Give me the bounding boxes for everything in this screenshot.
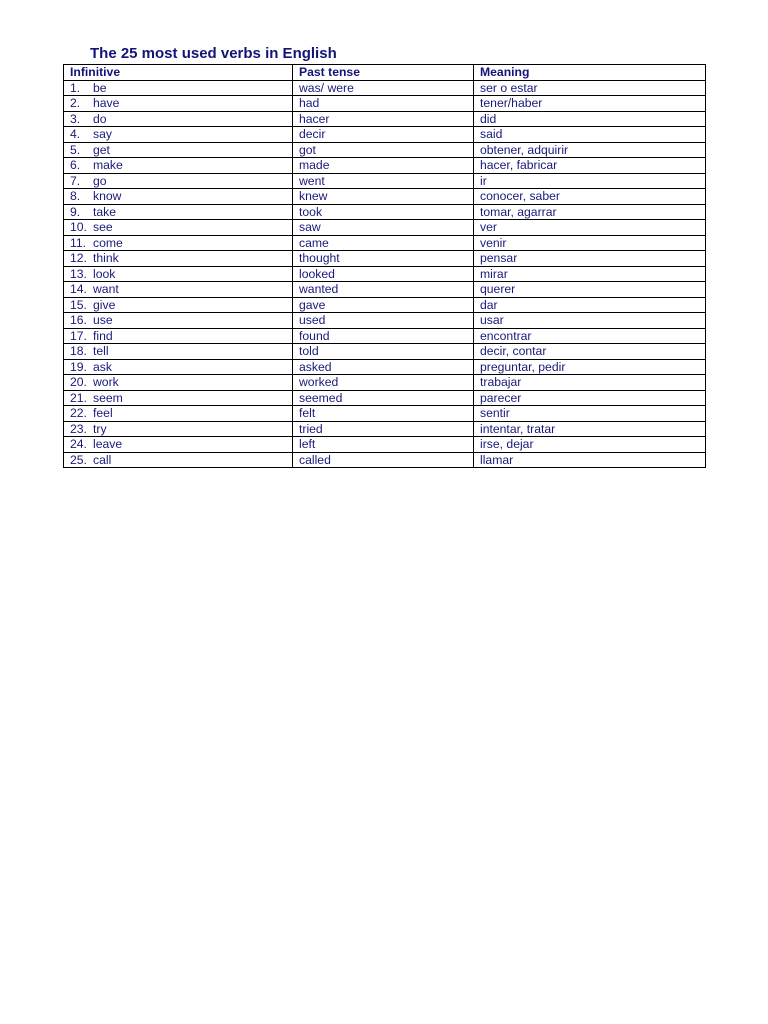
past-tense-cell: got bbox=[293, 142, 474, 158]
row-number: 21. bbox=[70, 390, 87, 405]
row-number: 16. bbox=[70, 313, 87, 327]
past-tense-cell: seemed bbox=[293, 390, 474, 406]
row-number: 3. bbox=[70, 111, 81, 126]
past-tense-cell: found bbox=[293, 328, 474, 344]
header-infinitive: Infinitive bbox=[64, 65, 293, 81]
past-tense-cell: felt bbox=[293, 406, 474, 422]
table-row bbox=[64, 80, 706, 96]
table-row bbox=[64, 251, 706, 267]
row-number: 7. bbox=[70, 173, 81, 188]
row-number: 19. bbox=[70, 359, 87, 374]
meaning-cell: dar bbox=[474, 297, 706, 313]
table-header-row bbox=[64, 65, 706, 81]
table-row bbox=[64, 375, 706, 391]
past-tense-cell: made bbox=[293, 158, 474, 174]
meaning-cell: tener/haber bbox=[474, 96, 706, 112]
infinitive-text: leave bbox=[93, 437, 123, 451]
verbs-table bbox=[63, 64, 706, 468]
meaning-cell: mirar bbox=[474, 266, 706, 282]
infinitive-cell bbox=[64, 189, 293, 205]
row-number: 6. bbox=[70, 158, 81, 172]
table-row bbox=[64, 158, 706, 174]
infinitive-text: feel bbox=[93, 406, 113, 420]
infinitive-text: make bbox=[93, 158, 123, 172]
meaning-cell: obtener, adquirir bbox=[474, 142, 706, 158]
infinitive-cell bbox=[64, 173, 293, 189]
infinitive-cell bbox=[64, 96, 293, 112]
row-number: 23. bbox=[70, 421, 87, 436]
infinitive-text: use bbox=[93, 313, 113, 327]
infinitive-cell bbox=[64, 266, 293, 282]
infinitive-cell bbox=[64, 375, 293, 391]
past-tense-cell: decir bbox=[293, 127, 474, 143]
infinitive-cell bbox=[64, 390, 293, 406]
infinitive-text: get bbox=[93, 142, 110, 157]
meaning-cell: intentar, tratar bbox=[474, 421, 706, 437]
table-row bbox=[64, 142, 706, 158]
infinitive-cell bbox=[64, 80, 293, 96]
infinitive-text: try bbox=[93, 421, 107, 436]
table-row bbox=[64, 266, 706, 282]
meaning-cell: querer bbox=[474, 282, 706, 298]
row-number: 20. bbox=[70, 375, 87, 389]
header-past-tense: Past tense bbox=[293, 65, 474, 81]
row-number: 17. bbox=[70, 328, 87, 343]
infinitive-cell bbox=[64, 359, 293, 375]
table-row bbox=[64, 189, 706, 205]
meaning-cell: pensar bbox=[474, 251, 706, 267]
infinitive-cell bbox=[64, 282, 293, 298]
infinitive-cell bbox=[64, 421, 293, 437]
page-title: The 25 most used verbs in English bbox=[90, 45, 337, 62]
table-row bbox=[64, 328, 706, 344]
past-tense-cell: tried bbox=[293, 421, 474, 437]
header-meaning: Meaning bbox=[474, 65, 706, 81]
table-body bbox=[64, 80, 706, 468]
infinitive-cell bbox=[64, 437, 293, 453]
meaning-cell: encontrar bbox=[474, 328, 706, 344]
infinitive-cell bbox=[64, 297, 293, 313]
row-number: 15. bbox=[70, 297, 87, 312]
past-tense-cell: hacer bbox=[293, 111, 474, 127]
infinitive-text: go bbox=[93, 173, 107, 188]
infinitive-cell bbox=[64, 406, 293, 422]
row-number: 22. bbox=[70, 406, 87, 420]
table-row bbox=[64, 390, 706, 406]
infinitive-cell bbox=[64, 344, 293, 360]
row-number: 24. bbox=[70, 437, 87, 451]
row-number: 5. bbox=[70, 142, 81, 157]
row-number: 2. bbox=[70, 96, 81, 110]
past-tense-cell: called bbox=[293, 452, 474, 468]
past-tense-cell: used bbox=[293, 313, 474, 329]
past-tense-cell: wanted bbox=[293, 282, 474, 298]
table-row bbox=[64, 220, 706, 236]
infinitive-text: have bbox=[93, 96, 120, 110]
infinitive-cell bbox=[64, 452, 293, 468]
table-row bbox=[64, 173, 706, 189]
meaning-cell: llamar bbox=[474, 452, 706, 468]
row-number: 1. bbox=[70, 80, 81, 95]
meaning-cell: hacer, fabricar bbox=[474, 158, 706, 174]
table-row bbox=[64, 344, 706, 360]
meaning-cell: trabajar bbox=[474, 375, 706, 391]
infinitive-text: come bbox=[93, 235, 123, 250]
row-number: 12. bbox=[70, 251, 87, 265]
meaning-cell: irse, dejar bbox=[474, 437, 706, 453]
infinitive-cell bbox=[64, 235, 293, 251]
past-tense-cell: was/ were bbox=[293, 80, 474, 96]
past-tense-cell: told bbox=[293, 344, 474, 360]
meaning-cell: ser o estar bbox=[474, 80, 706, 96]
row-number: 13. bbox=[70, 266, 87, 281]
infinitive-text: work bbox=[93, 375, 119, 389]
infinitive-cell bbox=[64, 142, 293, 158]
past-tense-cell: gave bbox=[293, 297, 474, 313]
meaning-cell: did bbox=[474, 111, 706, 127]
meaning-cell: decir, contar bbox=[474, 344, 706, 360]
infinitive-cell bbox=[64, 204, 293, 220]
infinitive-text: see bbox=[93, 220, 113, 234]
infinitive-text: look bbox=[93, 266, 116, 281]
table-row bbox=[64, 96, 706, 112]
infinitive-cell bbox=[64, 158, 293, 174]
infinitive-cell bbox=[64, 313, 293, 329]
infinitive-text: be bbox=[93, 80, 107, 95]
infinitive-text: know bbox=[93, 189, 122, 203]
past-tense-cell: went bbox=[293, 173, 474, 189]
table-row bbox=[64, 127, 706, 143]
past-tense-cell: took bbox=[293, 204, 474, 220]
past-tense-cell: worked bbox=[293, 375, 474, 391]
table-row bbox=[64, 297, 706, 313]
row-number: 11. bbox=[70, 235, 87, 250]
infinitive-text: call bbox=[93, 452, 112, 467]
past-tense-cell: thought bbox=[293, 251, 474, 267]
row-number: 25. bbox=[70, 452, 87, 467]
infinitive-text: say bbox=[93, 127, 112, 141]
infinitive-cell bbox=[64, 328, 293, 344]
row-number: 8. bbox=[70, 189, 81, 203]
meaning-cell: venir bbox=[474, 235, 706, 251]
past-tense-cell: came bbox=[293, 235, 474, 251]
meaning-cell: ir bbox=[474, 173, 706, 189]
infinitive-text: do bbox=[93, 111, 107, 126]
table-row bbox=[64, 235, 706, 251]
table-row bbox=[64, 421, 706, 437]
infinitive-text: seem bbox=[93, 390, 123, 405]
infinitive-cell bbox=[64, 251, 293, 267]
infinitive-text: take bbox=[93, 204, 117, 219]
table-row bbox=[64, 406, 706, 422]
infinitive-text: want bbox=[93, 282, 119, 296]
table-row bbox=[64, 437, 706, 453]
table-row bbox=[64, 204, 706, 220]
meaning-cell: conocer, saber bbox=[474, 189, 706, 205]
meaning-cell: said bbox=[474, 127, 706, 143]
past-tense-cell: knew bbox=[293, 189, 474, 205]
meaning-cell: tomar, agarrar bbox=[474, 204, 706, 220]
infinitive-cell bbox=[64, 220, 293, 236]
meaning-cell: ver bbox=[474, 220, 706, 236]
row-number: 10. bbox=[70, 220, 87, 234]
infinitive-cell bbox=[64, 111, 293, 127]
meaning-cell: parecer bbox=[474, 390, 706, 406]
table-row bbox=[64, 452, 706, 468]
meaning-cell: sentir bbox=[474, 406, 706, 422]
meaning-cell: usar bbox=[474, 313, 706, 329]
past-tense-cell: saw bbox=[293, 220, 474, 236]
meaning-cell: preguntar, pedir bbox=[474, 359, 706, 375]
row-number: 4. bbox=[70, 127, 81, 141]
infinitive-text: think bbox=[93, 251, 119, 265]
row-number: 18. bbox=[70, 344, 87, 358]
table-row bbox=[64, 282, 706, 298]
table-row bbox=[64, 111, 706, 127]
past-tense-cell: asked bbox=[293, 359, 474, 375]
infinitive-text: ask bbox=[93, 359, 112, 374]
infinitive-cell bbox=[64, 127, 293, 143]
past-tense-cell: left bbox=[293, 437, 474, 453]
infinitive-text: give bbox=[93, 297, 116, 312]
row-number: 14. bbox=[70, 282, 87, 296]
row-number: 9. bbox=[70, 204, 81, 219]
infinitive-text: tell bbox=[93, 344, 109, 358]
table-row bbox=[64, 359, 706, 375]
past-tense-cell: looked bbox=[293, 266, 474, 282]
infinitive-text: find bbox=[93, 328, 113, 343]
table-row bbox=[64, 313, 706, 329]
past-tense-cell: had bbox=[293, 96, 474, 112]
